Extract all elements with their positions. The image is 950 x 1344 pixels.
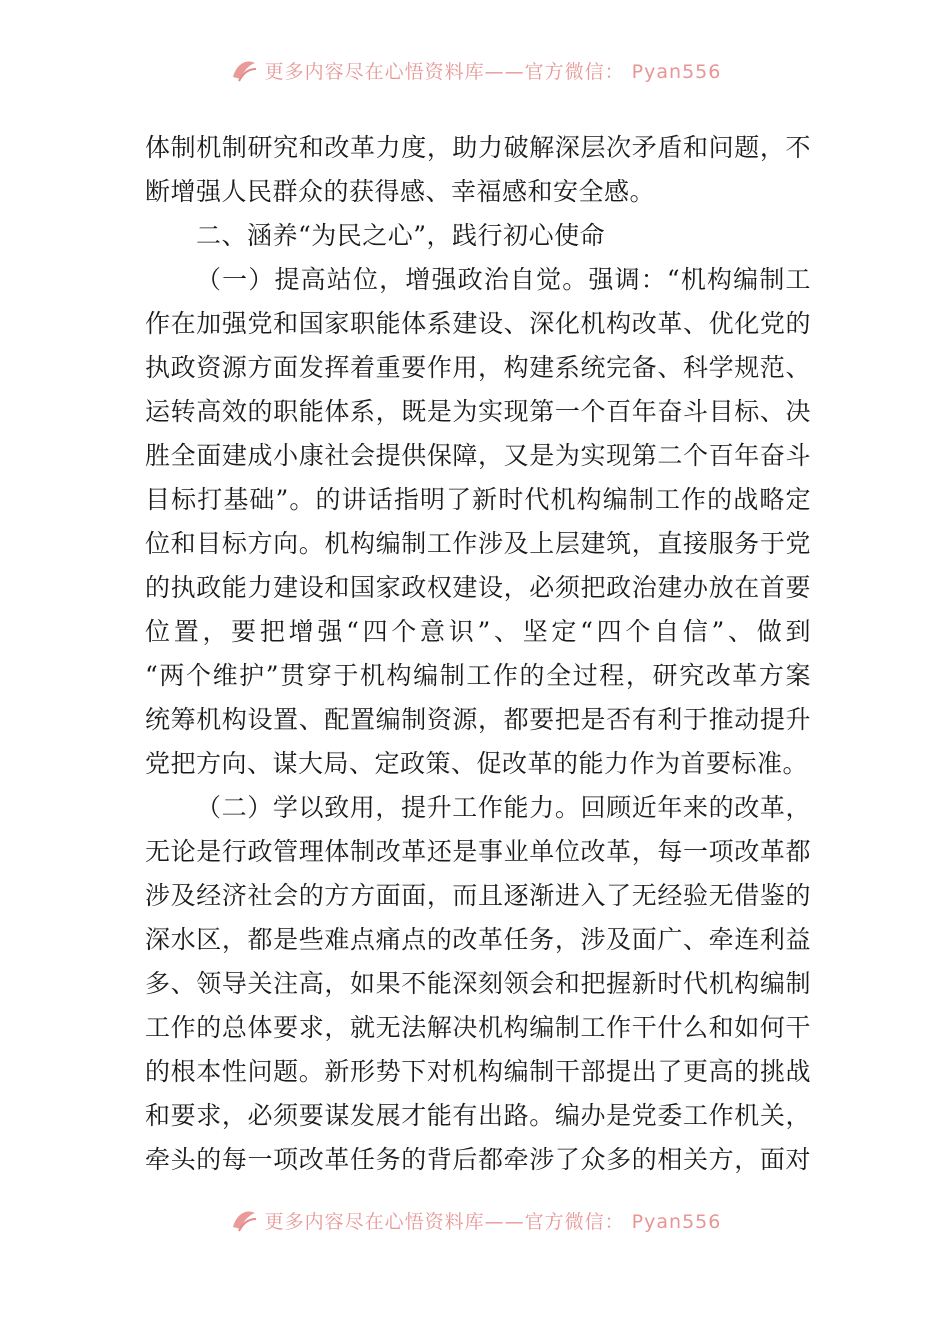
brand-logo-icon — [229, 1205, 259, 1235]
text-line: 党把方向、谋大局、定政策、促改革的能力作为首要标准。 — [145, 749, 809, 778]
subsection-heading-line: （一）提高站位，增强政治自觉。强调：“机构编制工 — [196, 265, 811, 294]
text-line: 深水区，都是些难点痛点的改革任务，涉及面广、牵连利益 — [145, 925, 811, 954]
text-line: 多、领导关注高，如果不能深刻领会和把握新时代机构编制 — [145, 969, 811, 998]
text-line: “两个维护”贯穿于机构编制工作的全过程，研究改革方案 — [145, 661, 811, 690]
watermark-text: 更多内容尽在心悟资料库——官方微信： Pyan556 — [264, 60, 722, 83]
watermark-header — [0, 50, 950, 90]
subsection-heading-line: （二）学以致用，提升工作能力。回顾近年来的改革， — [196, 793, 811, 822]
text-line: 目标打基础”。的讲话指明了新时代机构编制工作的战略定 — [145, 485, 811, 514]
text-line: 涉及经济社会的方方面面，而且逐渐进入了无经验无借鉴的 — [145, 881, 811, 910]
text-line: 的根本性问题。新形势下对机构编制干部提出了更高的挑战 — [145, 1057, 811, 1086]
text-line: 牵头的每一项改革任务的背后都牵涉了众多的相关方，面对 — [145, 1145, 811, 1174]
text-line: 的执政能力建设和国家政权建设，必须把政治建办放在首要 — [145, 573, 811, 602]
text-line: 统筹机构设置、配置编制资源，都要把是否有利于推动提升 — [145, 705, 811, 734]
text-line: 位和目标方向。机构编制工作涉及上层建筑，直接服务于党 — [145, 529, 811, 558]
text-line: 运转高效的职能体系，既是为实现第一个百年奋斗目标、决 — [145, 397, 811, 426]
brand-logo-icon — [229, 55, 259, 85]
text-line: 体制机制研究和改革力度，助力破解深层次矛盾和问题，不 — [145, 133, 811, 162]
text-line: 工作的总体要求，就无法解决机构编制工作干什么和如何干 — [145, 1013, 811, 1042]
text-line: 执政资源方面发挥着重要作用，构建系统完备、科学规范、 — [145, 353, 811, 382]
section-heading: 二、涵养“为民之心”，践行初心使命 — [196, 221, 606, 250]
text-line: 位置，要把增强“四个意识”、坚定“四个自信”、做到 — [145, 617, 811, 646]
text-line: 作在加强党和国家职能体系建设、深化机构改革、优化党的 — [145, 309, 811, 338]
watermark-text: 更多内容尽在心悟资料库——官方微信： Pyan556 — [264, 1210, 722, 1233]
watermark-footer — [0, 1200, 950, 1240]
text-line: 胜全面建成小康社会提供保障，又是为实现第二个百年奋斗 — [145, 441, 811, 470]
text-line: 断增强人民群众的获得感、幸福感和安全感。 — [145, 177, 656, 206]
text-line: 无论是行政管理体制改革还是事业单位改革，每一项改革都 — [145, 837, 811, 866]
text-line: 和要求，必须要谋发展才能有出路。编办是党委工作机关， — [145, 1101, 811, 1130]
